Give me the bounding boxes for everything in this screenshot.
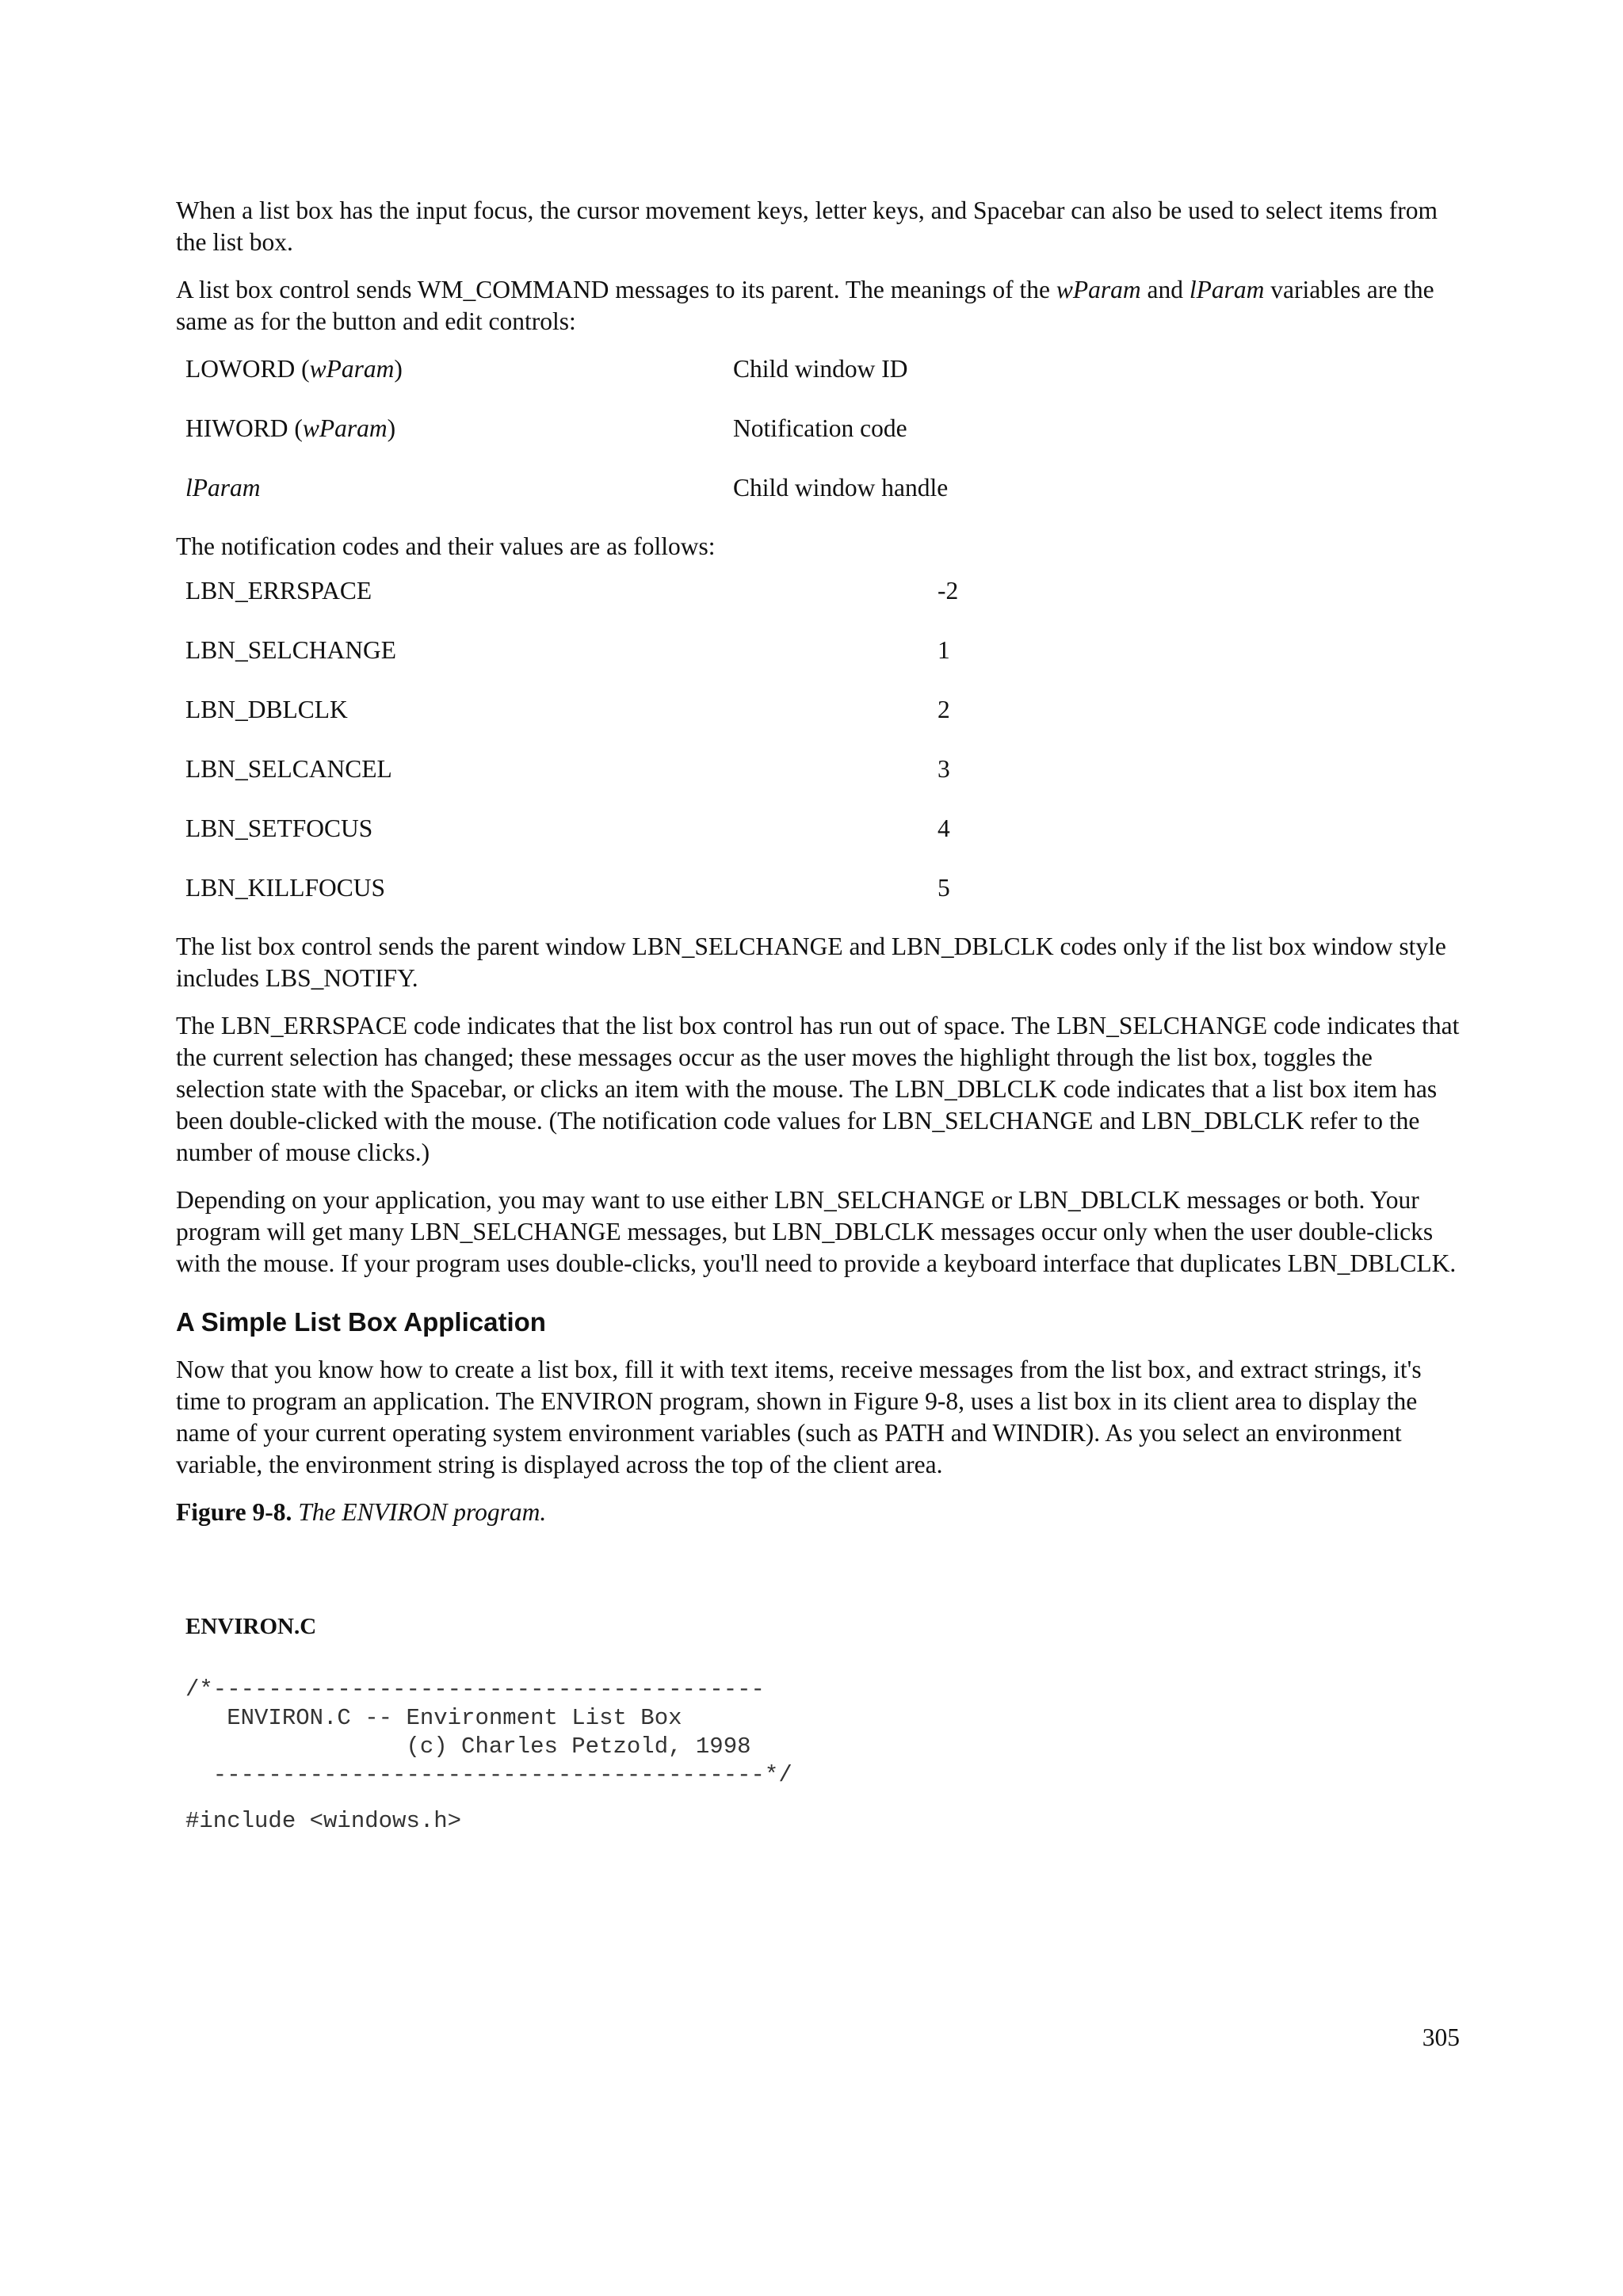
- paragraph-dblclk: Depending on your application, you may want to use either LBN_SELCHANGE or LBN_DBLCLK messages or both. Your program will get many LBN_SELCHANGE messages, but LBN_DBLCLK messages occur only when the user double-clicks with the mouse. If your program uses double-clicks, you'll need to provide a keyboard interface that duplicates LBN_DBLCLK.: [176, 1186, 1457, 1277]
- code-name: LBN_KILLFOCUS: [185, 874, 386, 902]
- code-block-header: /*---------------------------------------- ENVIRON.C -- Environment List Box (c) Charles Petzold, 1998 ----------------------------------------*/: [185, 1676, 792, 1788]
- paragraph-environ-intro: Now that you know how to create a list box, fill it with text items, receive messages from the list box, and extract strings, it's time to program an application. The ENVIRON program, shown in Figure 9-8, uses a list box in its client area to display the name of your current operating system environment variables (such as PATH and WINDIR). As you select an environment variable, the environment string is displayed across the top of the client area.: [176, 1356, 1422, 1478]
- table-row: [176, 472, 1460, 520]
- param-meaning: Child window ID: [733, 355, 908, 383]
- notification-codes-table: [176, 575, 1460, 920]
- paragraph-errspace: The LBN_ERRSPACE code indicates that the list box control has run out of space. The LBN_SELCHANGE code indicates that the current selection has changed; these messages occur as the user moves the highlight through the list box, toggles the selection state with the Spacebar, or clicks an item with the mouse. The LBN_DBLCLK code indicates that a list box item has been double-clicked with the mouse. (The notification code values for LBN_SELCHANGE and LBN_DBLCLK refer to the number of mouse clicks.): [176, 1012, 1460, 1166]
- param-meaning: Child window handle: [733, 474, 949, 502]
- code-value: -2: [938, 577, 959, 605]
- code-value: 3: [938, 755, 950, 783]
- code-name: LBN_SETFOCUS: [185, 814, 373, 842]
- param-table: [176, 353, 1460, 520]
- code-name: LBN_SELCANCEL: [185, 755, 392, 783]
- code-name: LBN_ERRSPACE: [185, 577, 372, 605]
- section-heading: A Simple List Box Application: [176, 1307, 546, 1337]
- table-row: [176, 753, 1460, 813]
- text-span: variables are the same as for the button and edit controls:: [176, 276, 1434, 335]
- table-row: [176, 872, 1460, 920]
- param-name: lParam: [185, 474, 261, 502]
- table-row: [176, 635, 1460, 694]
- code-block-include: #include <windows.h>: [185, 1808, 462, 1834]
- table-row: [176, 575, 1460, 635]
- code-value: 4: [938, 814, 950, 842]
- code-value: 1: [938, 636, 950, 664]
- code-name: LBN_DBLCLK: [185, 696, 348, 723]
- param-name: LOWORD (wParam): [185, 355, 403, 383]
- param-meaning: Notification code: [733, 414, 907, 442]
- param-name: HIWORD (wParam): [185, 414, 396, 442]
- text-span: and: [1140, 276, 1190, 303]
- table-row: [176, 694, 1460, 753]
- page-number: 305: [1422, 2023, 1460, 2051]
- code-value: 5: [938, 874, 950, 902]
- table-row: [176, 813, 1460, 872]
- figure-caption: [176, 1497, 1460, 1528]
- italic-term: wParam: [1056, 276, 1141, 303]
- code-name: LBN_SELCHANGE: [185, 636, 396, 664]
- figure-label: Figure 9-8.: [176, 1498, 292, 1526]
- document-page: [176, 195, 1460, 1836]
- table-row: [176, 413, 1460, 472]
- codes-intro: The notification codes and their values are as follows:: [176, 532, 716, 560]
- code-file-label: ENVIRON.C: [185, 1614, 317, 1639]
- italic-term: lParam: [1189, 276, 1265, 303]
- paragraph-input-focus: When a list box has the input focus, the cursor movement keys, letter keys, and Spacebar can also be used to select items from the list box.: [176, 196, 1438, 256]
- text-span: A list box control sends WM_COMMAND messages to its parent. The meanings of the: [176, 276, 1056, 303]
- paragraph-wm-command: [176, 274, 1460, 338]
- code-value: 2: [938, 696, 950, 723]
- paragraph-lbs-notify: The list box control sends the parent window LBN_SELCHANGE and LBN_DBLCLK codes only if the list box window style includes LBS_NOTIFY.: [176, 933, 1446, 992]
- figure-title: The ENVIRON program.: [298, 1498, 547, 1526]
- table-row: [176, 353, 1460, 413]
